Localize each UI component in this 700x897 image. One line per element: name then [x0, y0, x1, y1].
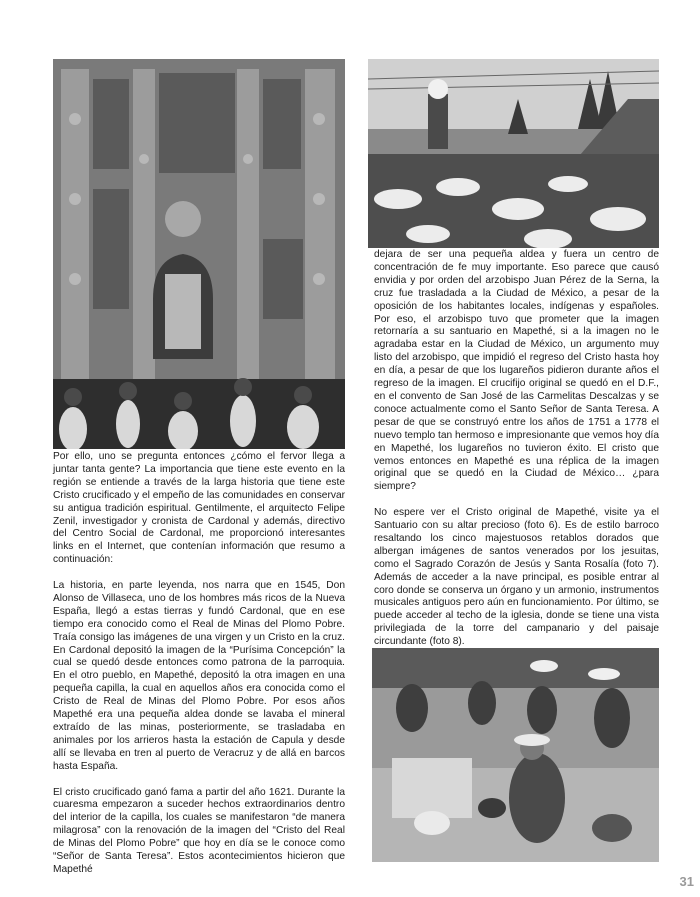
left-column-text	[53, 451, 345, 877]
altar-photo	[53, 59, 345, 449]
left-paragraph-3: El cristo crucificado ganó fama a partir del año 1621. Durante la cuaresma empezaron a suceder hechos extraordinarios dentro del interior de la capilla, los cuales se manifestaron “de manera milagrosa” con la renovación de la imagen del “Cristo del Real de Minas del Plomo Pobre” que hoy en día se le conoce como “Señor de Santa Teresa”. Estos acontecimientos hicieron que Mapethé	[53, 786, 345, 875]
procession-photo	[368, 59, 659, 248]
right-paragraph-2: No espere ver el Cristo original de Mapethé, visite ya el Santuario con su altar precioso (foto 6). Es de estilo barroco resaltando los cinco majestuosos retablos dorados que albergan imágenes de santos venerados por los jesuitas, como el Sagrado Corazón de Jesús y Santa Rosalía (foto 7). Además de acceder a la nave principal, es posible entrar al coro donde se conserva un órgano y un armonio, instrumentos musicales antiguos pero aún en funcionamiento. Por último, se puede acceder al techo de la iglesia, donde se tiene una vista privilegiada de la torre del campanario y del paisaje circundante (foto 8).	[374, 507, 659, 648]
left-paragraph-1: Por ello, uno se pregunta entonces ¿cómo el fervor llega a juntar tanta gente? La importancia que tiene este evento en la región se entiende a través de la larga historia que tiene este Cristo crucificado y el empeño de las comunidades en conservar su antigua tradición espiritual. Gentilmente, el arquitecto Felipe Zenil, investigador y cronista de Cardonal y además, directivo del Centro Social de Cardonal, me proporcionó interesantes links en el Internet, que contenían información que resumo a continuación:	[53, 451, 345, 566]
market-photo	[372, 648, 659, 862]
right-column-text	[374, 249, 659, 662]
right-paragraph-1: dejara de ser una pequeña aldea y fuera un centro de concentración de fe muy importante. Eso parece que causó envidia y por orden del arzobispo Juan Pérez de la Serna, la cruz fue trasladada a la Ciudad de México, a pesar de la oposición de los habitantes locales, indígenas y españoles. Por eso, el arzobispo tuvo que prometer que la imagen retornaría a su santuario en Mapethé, si a la imagen no le agradaba estar en la Ciudad de México, un argumento muy listo del arzobispo, que impidió el regreso del Cristo hasta hoy en día, a pesar de que los lugareños pidieron durante años el regreso de la imagen. El crucifijo original se quedó en el D.F., en el convento de San José de las Carmelitas Descalzas y se conoce actualmente como el Santo Señor de Santa Teresa. A pesar de que se construyó entre los años de 1751 a 1778 el nuevo templo tan hermoso e impresionante que vemos hoy día en Mapethé, los lugareños no tuvieron éxito. El cristo que vemos entonces en Mapethé es una réplica de la imagen original que se quedó en la Ciudad de México… ¿para siempre?	[374, 249, 659, 493]
page-number: 31	[679, 874, 694, 889]
left-paragraph-2: La historia, en parte leyenda, nos narra que en 1545, Don Alonso de Villaseca, uno de los hombres más ricos de la Nueva España, llegó a estas tierras y fundó Cardonal, que en ese tiempo era conocido como el Real de Minas del Plomo Pobre. Traía consigo las imágenes de una virgen y un Cristo en la cruz. En Cardonal depositó la imagen de la “Purísima Concepción” la cual se quedó desde entonces como patrona de la parroquia. En el otro pueblo, en Mapethé, depositó la otra imagen en una pequeña capilla, la cual en aquellos años era conocida como el Cristo de Real de Minas del Plomo Pobre. Por esos años Mapethé era una pequeña aldea donde se lavaba el mineral extraído de las minas, posteriormente, se trasladaba en animales por los arrieros hasta la estación de Capula y desde allí se llevaba en tren al puerto de Veracruz y de allá en barcos hasta España.	[53, 580, 345, 772]
